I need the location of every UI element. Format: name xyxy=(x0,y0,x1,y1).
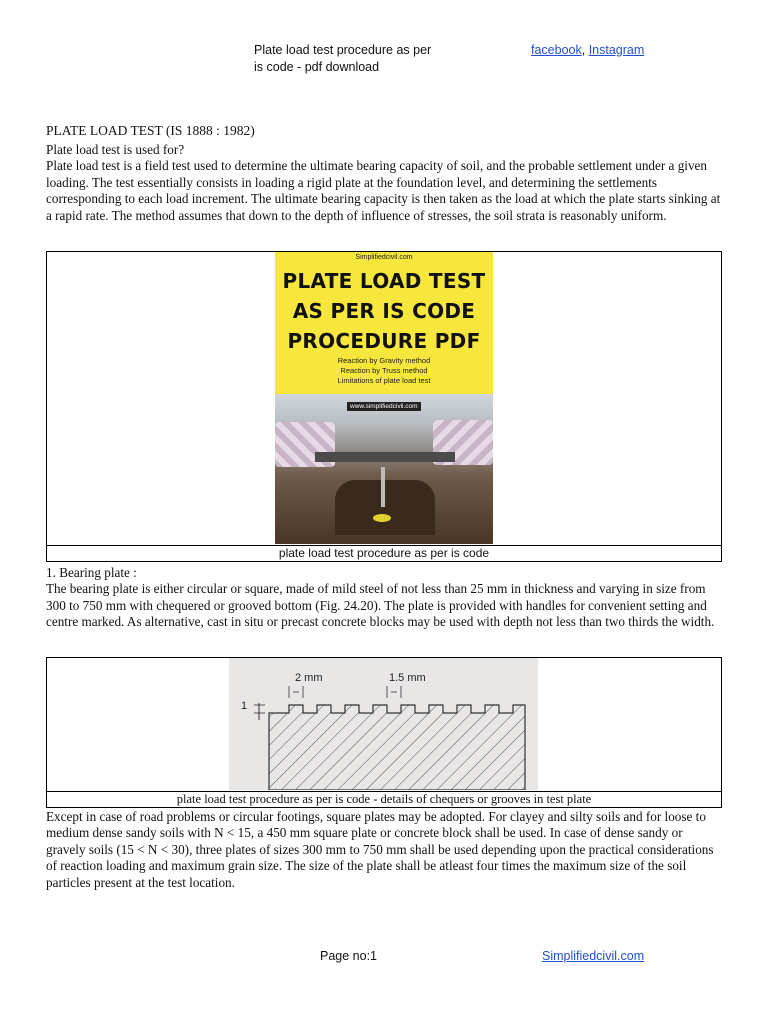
page-number: Page no:1 xyxy=(320,949,377,963)
figure1-caption: plate load test procedure as per is code xyxy=(46,545,722,562)
cover-title xyxy=(275,266,493,356)
loading-column xyxy=(381,467,385,507)
page-heading: PLATE LOAD TEST (IS 1888 : 1982) xyxy=(46,123,255,138)
cover-brand: Simplifiedcivil.com xyxy=(355,254,413,261)
cover-sub-line: Limitations of plate load test xyxy=(337,376,431,385)
site-link[interactable]: Simplifiedcivil.com xyxy=(542,949,645,963)
reaction-beam xyxy=(315,452,455,462)
instagram-link[interactable]: Instagram xyxy=(588,43,645,57)
cover-title-line: PROCEDURE PDF xyxy=(287,329,481,353)
header-social-links xyxy=(531,42,644,59)
cover-title-line: PLATE LOAD TEST xyxy=(282,269,486,293)
link-separator: , xyxy=(581,43,589,57)
cover-sub-line: Reaction by Gravity method xyxy=(337,356,431,365)
chequer-width-label: 1.5 mm xyxy=(389,672,426,684)
section2-text: Except in case of road problems or circular footings, square plates may be adopted. For clayey and silty soils and for loose to medium dense sandy soils with N < 15, a 450 mm square plate or concrete block shall be used. In case of dense sandy or gravely soils (15 < N < 30), three plates of sizes 300 mm to 750 mm shall be used depending upon the practical considerations of reaction loading and maximum grain size. The size of the plate shall be atleast four times the maximum size of the soil particles present at the test location. xyxy=(46,809,714,890)
test-pit xyxy=(335,480,435,535)
cover-sub-line: Reaction by Truss method xyxy=(340,366,428,375)
header-title-line2: is code - pdf download xyxy=(254,60,380,74)
cover-url: www.simplifiedcivil.com xyxy=(347,402,421,411)
cover-title-line: AS PER IS CODE xyxy=(292,299,476,323)
figure2-caption: plate load test procedure as per is code - details of chequers or grooves in test plate xyxy=(46,791,722,808)
cover-image xyxy=(275,252,493,544)
intro-paragraph: Plate load test is a field test used to determine the ultimate bearing capacity of soil, and the probable settlement under a given loading. The test essentially consists in loading a rigid plate at the foundation level, and determining the settlements corresponding to each load increment. The ultimate bearing capacity is then taken as the load at which the plate starts sinking at a rapid rate. The method assumes that down to the depth of influence of stresses, the soil strata is reasonably uniform. xyxy=(46,158,721,223)
groove-depth-label: 1 xyxy=(241,700,248,712)
test-plate xyxy=(373,514,391,522)
header-title-line1: Plate load test procedure as per xyxy=(254,43,432,57)
chequered-plate-drawing xyxy=(229,658,538,790)
question-text: Plate load test is used for? xyxy=(46,142,185,157)
plate-groove-diagram xyxy=(229,658,538,790)
section1-title: 1. Bearing plate : xyxy=(46,565,137,580)
facebook-link[interactable]: facebook xyxy=(531,43,582,57)
section1 xyxy=(46,565,722,631)
section1-text: The bearing plate is either circular or square, made of mild steel of not less than 25 mm in thickness and varying in size from 300 to 750 mm with chequered or grooved bottom (Fig. 24.20). The plate is provided with handles for convenient setting and centre marked. As alternative, cast in situ or precast concrete blocks may be used with depth not less than two thirds the width. xyxy=(46,581,715,630)
cover-subtitle xyxy=(275,356,493,386)
intro-block xyxy=(46,142,722,224)
header-title xyxy=(254,42,464,76)
groove-width-label: 2 mm xyxy=(295,672,323,684)
